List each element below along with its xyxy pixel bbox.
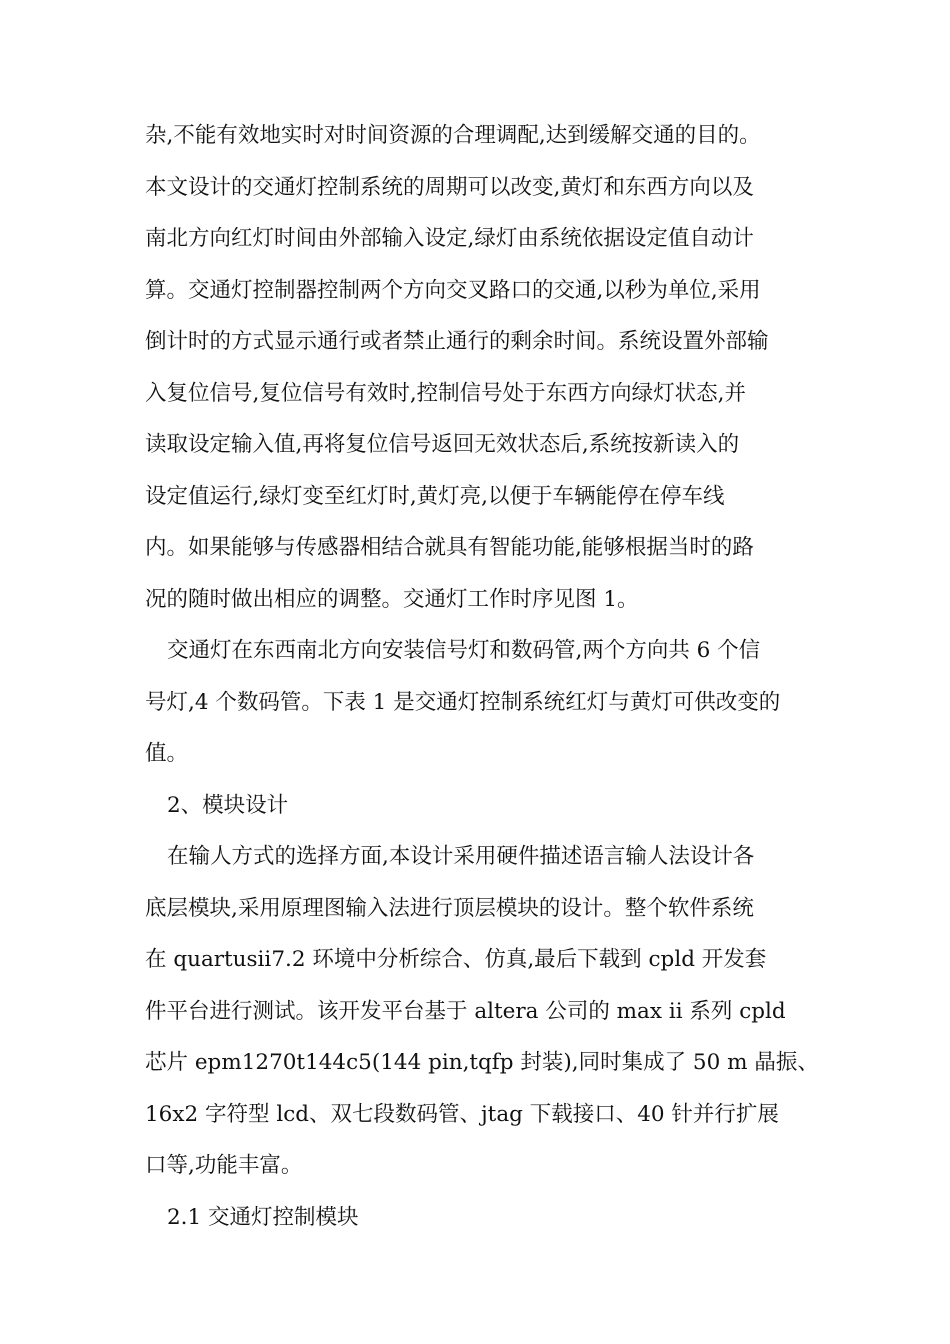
- section-heading: 2、模块设计: [167, 792, 289, 818]
- text-line: 值。: [145, 741, 189, 766]
- text-line: 本文设计的交通灯控制系统的周期可以改变,黄灯和东西方向以及: [145, 174, 754, 200]
- subsection-heading: 2.1 交通灯控制模块: [167, 1204, 359, 1230]
- text-line: 口等,功能丰富。: [145, 1153, 303, 1178]
- text-line: 倒计时的方式显示通行或者禁止通行的剩余时间。系统设置外部输: [145, 329, 769, 354]
- text-line: 设定值运行,绿灯变至红灯时,黄灯亮,以便于车辆能停在停车线: [145, 483, 725, 509]
- text-line: 16x2 字符型 lcd、双七段数码管、jtag 下载接口、40 针并行扩展: [145, 1101, 779, 1127]
- body-text: [145, 115, 819, 1248]
- paragraph-start-line: 在输人方式的选择方面,本设计采用硬件描述语言输人法设计各: [167, 844, 755, 869]
- text-line: 号灯,4 个数码管。下表 1 是交通灯控制系统红灯与黄灯可供改变的: [145, 689, 781, 715]
- text-line: 内。如果能够与传感器相结合就具有智能功能,能够根据当时的路: [145, 535, 754, 560]
- text-line: 况的随时做出相应的调整。交通灯工作时序见图 1。: [145, 586, 639, 612]
- text-line: 底层模块,采用原理图输入法进行顶层模块的设计。整个软件系统: [145, 895, 754, 921]
- paragraph-start-line: 交通灯在东西南北方向安装信号灯和数码管,两个方向共 6 个信: [167, 638, 761, 663]
- text-line: 算。交通灯控制器控制两个方向交叉路口的交通,以秒为单位,采用: [145, 277, 761, 303]
- text-line: 读取设定输入值,再将复位信号返回无效状态后,系统按新读入的: [145, 432, 740, 457]
- text-line: 在 quartusii7.2 环境中分析综合、仿真,最后下载到 cpld 开发套: [145, 947, 767, 972]
- text-line: 入复位信号,复位信号有效时,控制信号处于东西方向绿灯状态,并: [145, 380, 747, 406]
- text-line: 件平台进行测试。该开发平台基于 altera 公司的 max ii 系列 cpld: [145, 998, 786, 1024]
- text-line: 芯片 epm1270t144c5(144 pin,tqfp 封装),同时集成了 50 m 晶振、: [145, 1050, 819, 1075]
- text-line: 南北方向红灯时间由外部输入设定,绿灯由系统依据设定值自动计: [145, 226, 754, 251]
- text-line: 杂,不能有效地实时对时间资源的合理调配,达到缓解交通的目的。: [145, 123, 761, 148]
